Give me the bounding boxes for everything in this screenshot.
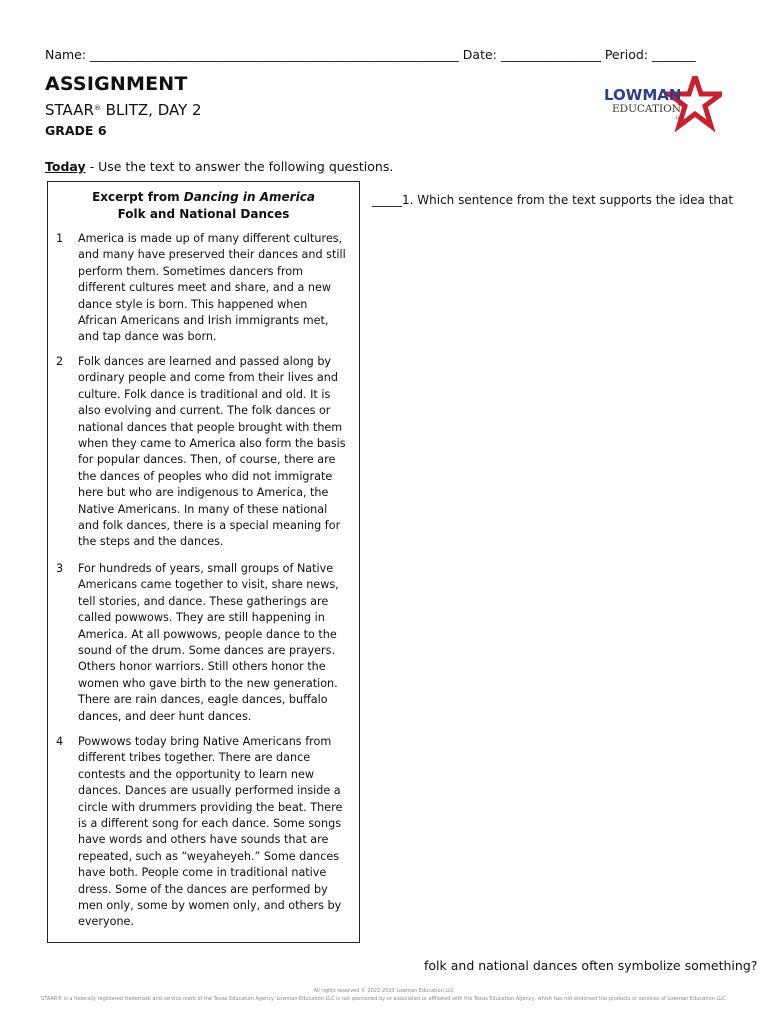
passage-heading <box>48 189 359 223</box>
instructions-text: - Use the text to answer the following questions. <box>85 159 394 174</box>
instructions <box>45 159 393 174</box>
instructions-label: Today <box>45 159 86 174</box>
registered-mark: ® <box>93 104 101 112</box>
name-date-period-line: Name: ___________________________________________________________ Date: ________________ Period: _______ <box>45 47 696 62</box>
logo-line2: EDUCATION <box>612 103 681 115</box>
passage-heading-title: Dancing in America <box>183 190 315 204</box>
subtitle-rest: BLITZ, DAY 2 <box>100 101 202 119</box>
question-1-stem-continued: folk and national dances often symbolize something? <box>424 958 758 973</box>
paragraph-text: Powwows today bring Native Americans from different tribes together. There are dance contests and the opportunity to learn new dances. Dances are usually performed inside a circle with drummers providing the beat. There is a different song for each dance. Some songs have words and others have sounds that are repeated, such as “weyaheyeh.” Some dances have both. People come in traditional native dress. Some of the dances are performed by men only, some by women only, and others by everyone. <box>78 735 343 929</box>
question-1-stem: _____1. Which sentence from the text supports the idea that <box>372 193 734 207</box>
paragraph-text: For hundreds of years, small groups of Native Americans came together to visit, share news, tell stories, and dance. These gatherings are called powwows. They are still happening in America. At all powwows, people dance to the sound of the drum. Some dances are prayers. Others honor warriors. Still others honor the women who gave birth to the new generation. There are rain dances, eagle dances, buffalo dances, and deer hunt dances. <box>78 562 339 723</box>
lowman-education-logo <box>600 76 722 132</box>
logo-line1: LOWMAN <box>604 86 682 104</box>
paragraph-number: 2 <box>56 355 64 368</box>
paragraph-number: 3 <box>56 562 64 575</box>
paragraph-number: 4 <box>56 735 64 748</box>
paragraph-text: America is made up of many different cultures, and many have preserved their dances and still perform them. Sometimes dancers from different cultures meet and share, and a new dance style is born. This happened when African Americans and Irish immigrants met, and tap dance was born. <box>78 232 346 344</box>
paragraph-text: Folk dances are learned and passed along by ordinary people and come from their lives and culture. Folk dance is traditional and old. It is also evolving and current. The folk dances or national dances that people brought with them when they came to America also form the basis for popular dances. Then, of course, there are the dances of peoples who did not immigrate here but who are indigenous to America, the Native Americans. In many of these national and folk dances, there is a special meaning for the steps and the dances. <box>78 355 346 549</box>
passage-subheading: Folk and National Dances <box>117 207 290 221</box>
passage-box <box>47 181 360 943</box>
page-title: ASSIGNMENT <box>45 73 188 95</box>
subtitle-staar: STAAR <box>45 101 94 119</box>
paragraph-number: 1 <box>56 232 64 245</box>
footer-copyright: All rights reserved © 2022-2023 Lowman Education LLC <box>313 988 455 994</box>
logo-llc: LLC <box>676 115 684 120</box>
passage-heading-prefix: Excerpt from <box>92 190 184 204</box>
footer-disclaimer: STAAR® is a federally registered trademark and service mark of the Texas Education Agency. Lowman Education LLC is not sponsored by or associated or affiliated with the Texas Education Agency, which has not endorsed the products or services of Lowman Education LLC. <box>40 996 728 1002</box>
grade-label: GRADE 6 <box>45 123 107 138</box>
assignment-subtitle <box>45 101 202 119</box>
